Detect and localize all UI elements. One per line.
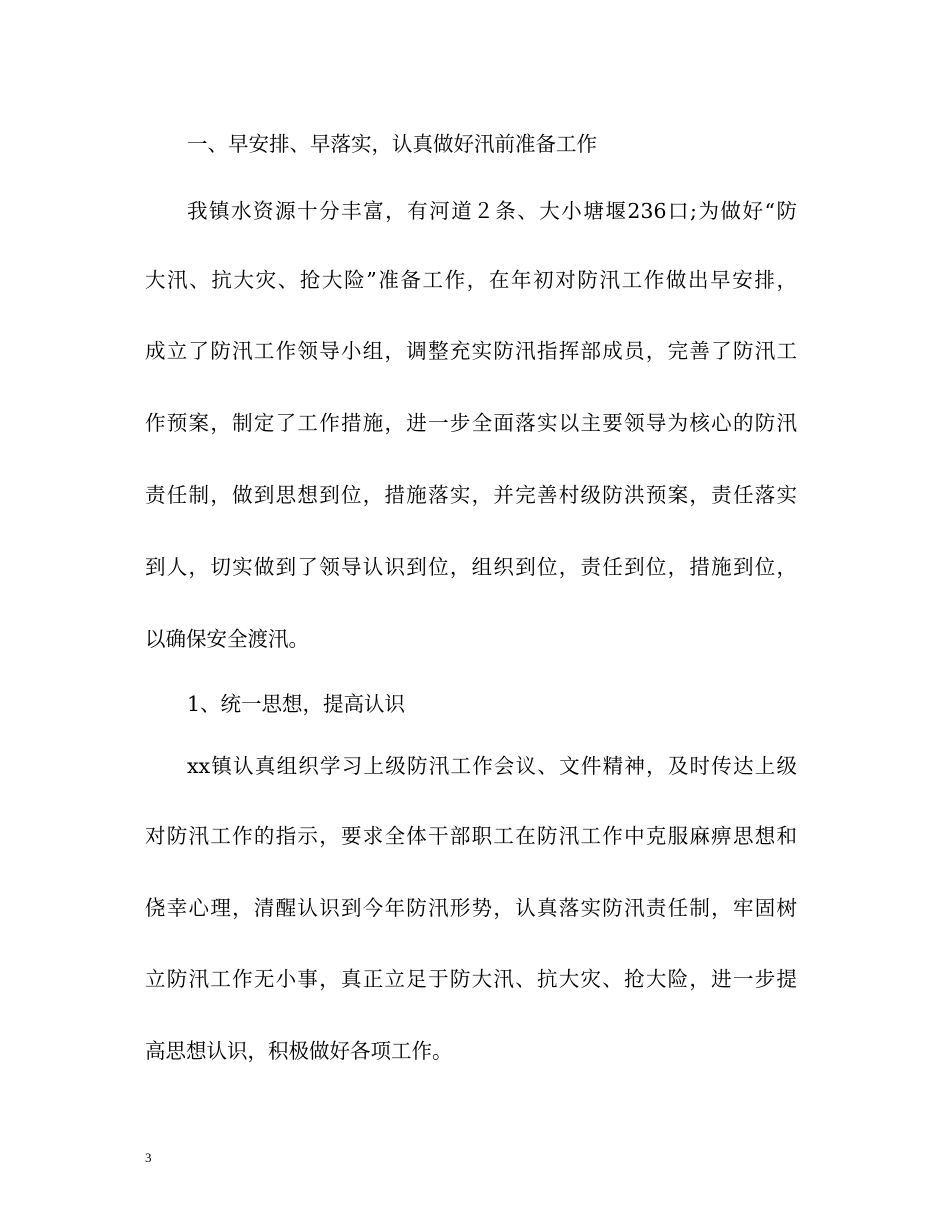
paragraph-1-line-4: 作预案，制定了工作措施，进一步全面落实以主要领导为核心的防汛 [145,411,797,435]
paragraph-1-line-7: 以确保安全渡汛。 [145,627,309,651]
paragraph-1-line-1: 我镇水资源十分丰富，有河道２条、大小塘堰236口;为做好“防 [187,199,797,223]
paragraph-1-line-2: 大汛、抗大灾、抢大险”准备工作，在年初对防汛工作做出早安排， [145,268,797,292]
paragraph-1-line-6: 到人，切实做到了领导认识到位，组织到位，责任到位，措施到位， [145,555,797,579]
paragraph-2-line-1: xx镇认真组织学习上级防汛工作会议、文件精神，及时传达上级 [187,754,797,778]
subheading-1: 1、统一思想，提高认识 [187,692,406,716]
paragraph-2-line-3: 侥幸心理，清醒认识到今年防汛形势，认真落实防汛责任制，牢固树 [145,896,797,920]
section-heading: 一、早安排、早落实，认真做好汛前准备工作 [187,132,597,156]
paragraph-1-line-3: 成立了防汛工作领导小组，调整充实防汛指挥部成员，完善了防汛工 [145,339,797,363]
page-number: 3 [145,1150,152,1165]
paragraph-2-line-4: 立防汛工作无小事，真正立足于防大汛、抗大灾、抢大险，进一步提 [145,967,797,991]
paragraph-2-line-2: 对防汛工作的指示，要求全体干部职工在防汛工作中克服麻痹思想和 [145,824,797,848]
paragraph-2-line-5: 高思想认识，积极做好各项工作。 [145,1039,453,1063]
paragraph-1-line-5: 责任制，做到思想到位，措施落实，并完善村级防洪预案，责任落实 [145,483,797,507]
